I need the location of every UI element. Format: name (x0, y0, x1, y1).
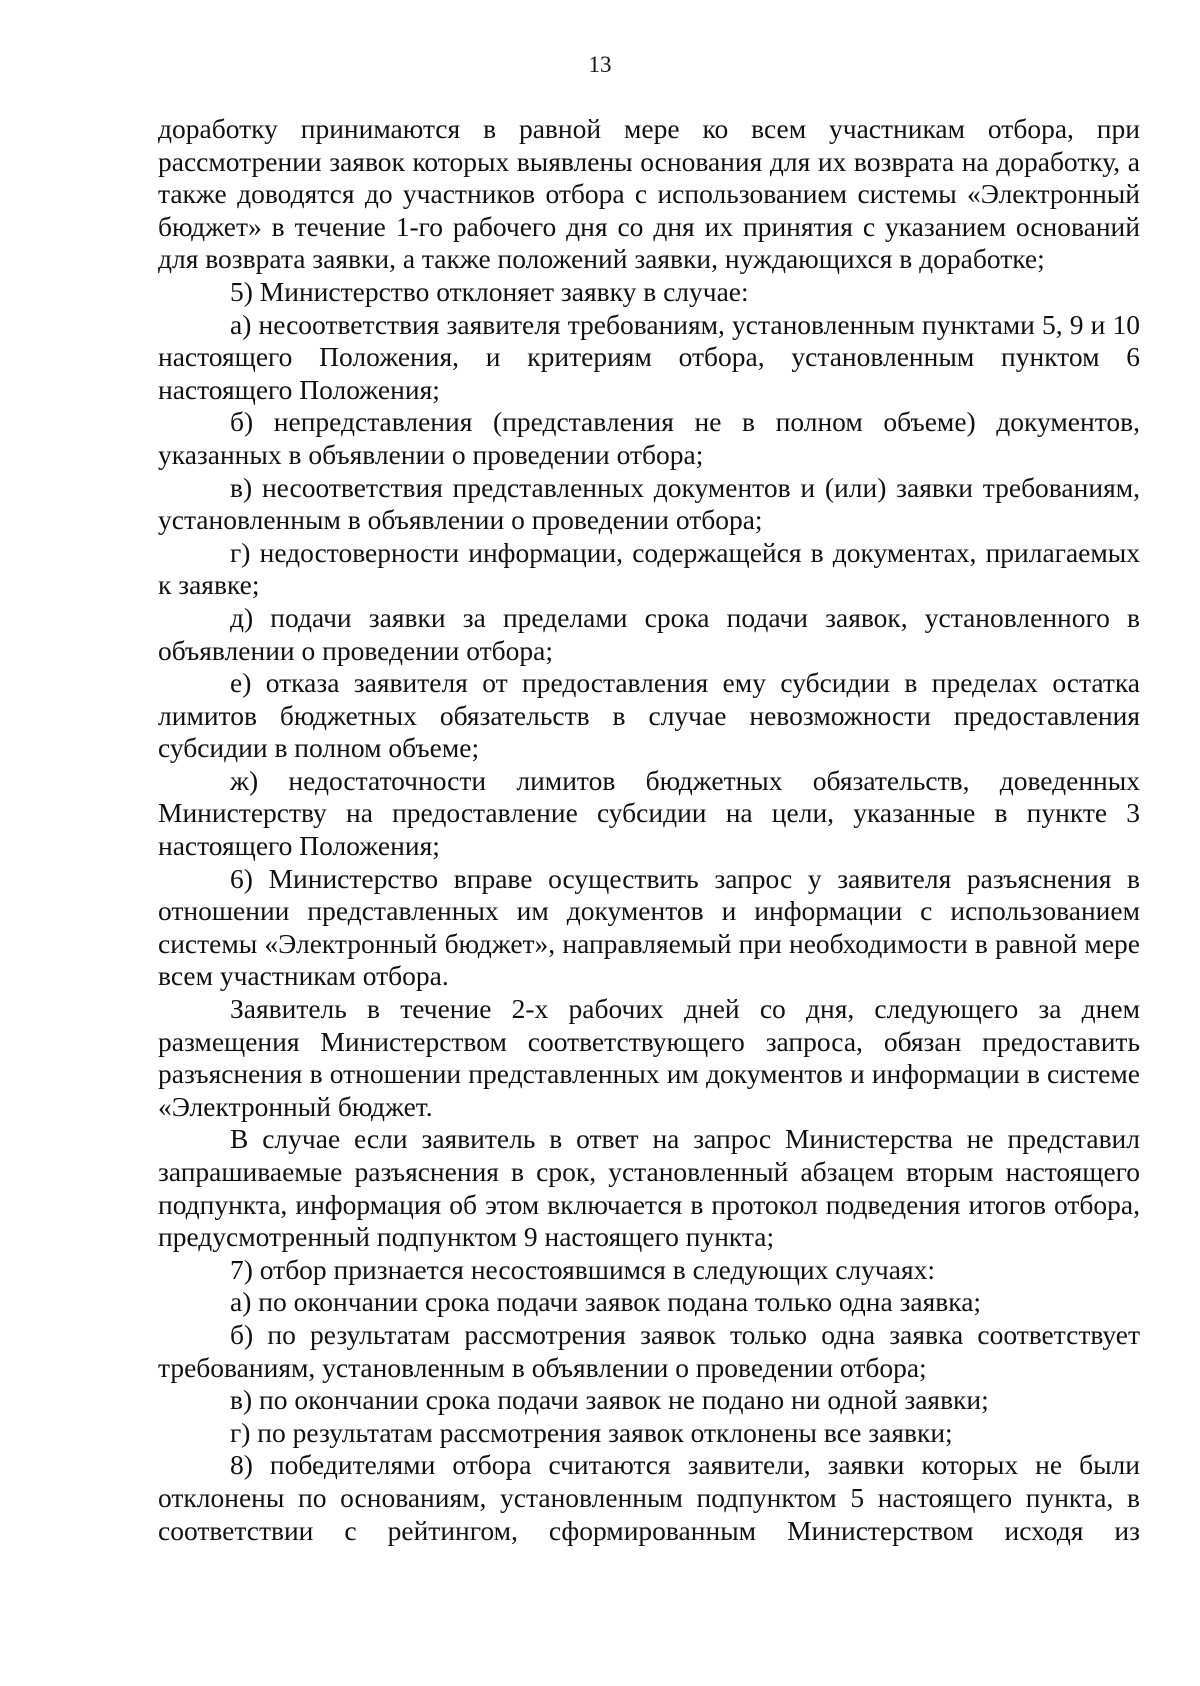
paragraph-item-7: 7) отбор признается несостоявшимся в следующих случаях: (230, 1253, 935, 1285)
paragraph-item-7v: в) по окончании срока подачи заявок не подано ни одной заявки; (230, 1384, 989, 1416)
paragraph-item-6: 6) Министерство вправе осуществить запрос у заявителя разъяснения в отношении представленных им документов и информации с использованием системы «Электронный бюджет», направляемый при необходимости в равной мере всем участникам отбора. (158, 862, 1140, 992)
paragraph-item-5a: а) несоответствия заявителя требованиям, установленным пунктами 5, 9 и 10 настоящего Положения, и критериям отбора, установленным пунктом 6 настоящего Положения; (158, 308, 1140, 405)
paragraph-item-6-case: В случае если заявитель в ответ на запрос Министерства не представил запрашиваемые разъяснения в срок, установленный абзацем вторым настоящего подпункта, информация об этом включается в протокол подведения итогов отбора, предусмотренный подпунктом 9 настоящего пункта; (158, 1123, 1140, 1253)
paragraph-item-8: 8) победителями отбора считаются заявители, заявки которых не были отклонены по основаниям, установленным подпунктом 5 настоящего пункта, в соответствии с рейтингом, сформированным Министерством исходя из (158, 1449, 1140, 1546)
paragraph-item-5zh: ж) недостаточности лимитов бюджетных обязательств, доведенных Министерству на предоставление субсидии на цели, указанные в пункте 3 настоящего Положения; (158, 764, 1140, 862)
paragraph-item-7b: б) по результатам рассмотрения заявок только одна заявка соответствует требованиям, установленным в объявлении о проведении отбора; (158, 1318, 1140, 1383)
paragraph-item-6-applicant: Заявитель в течение 2-х рабочих дней со дня, следующего за днем размещения Министерством соответствующего запроса, обязан предоставить разъяснения в отношении представленных им документов и информации в системе «Электронный бюджет. (158, 993, 1140, 1122)
paragraph-item-5d: д) подачи заявки за пределами срока подачи заявок, установленного в объявлении о проведении отбора; (158, 601, 1140, 666)
document-body (158, 113, 1140, 1547)
paragraph-continuation: доработку принимаются в равной мере ко всем участникам отбора, при рассмотрении заявок которых выявлены основания для их возврата на доработку, а также доводятся до участников отбора с использованием системы «Электронный бюджет» в течение 1-го рабочего дня со дня их принятия с указанием оснований для возврата заявки, а также положений заявки, нуждающихся в доработке; (158, 113, 1140, 275)
paragraph-item-5g: г) недостоверности информации, содержащейся в документах, прилагаемых к заявке; (158, 536, 1140, 601)
paragraph-item-5: 5) Министерство отклоняет заявку в случае: (230, 275, 749, 307)
paragraph-item-5v: в) несоответствия представленных документов и (или) заявки требованиям, установленным в объявлении о проведении отбора; (158, 471, 1140, 536)
paragraph-item-7a: а) по окончании срока подачи заявок подана только одна заявка; (230, 1286, 982, 1318)
paragraph-item-7g: г) по результатам рассмотрения заявок отклонены все заявки; (230, 1416, 953, 1448)
paragraph-item-5b: б) непредставления (представления не в полном объеме) документов, указанных в объявлении о проведении отбора; (158, 406, 1140, 470)
paragraph-item-5e: е) отказа заявителя от предоставления ему субсидии в пределах остатка лимитов бюджетных обязательств в случае невозможности предоставления субсидии в полном объеме; (158, 667, 1140, 764)
page-number: 13 (588, 52, 612, 77)
